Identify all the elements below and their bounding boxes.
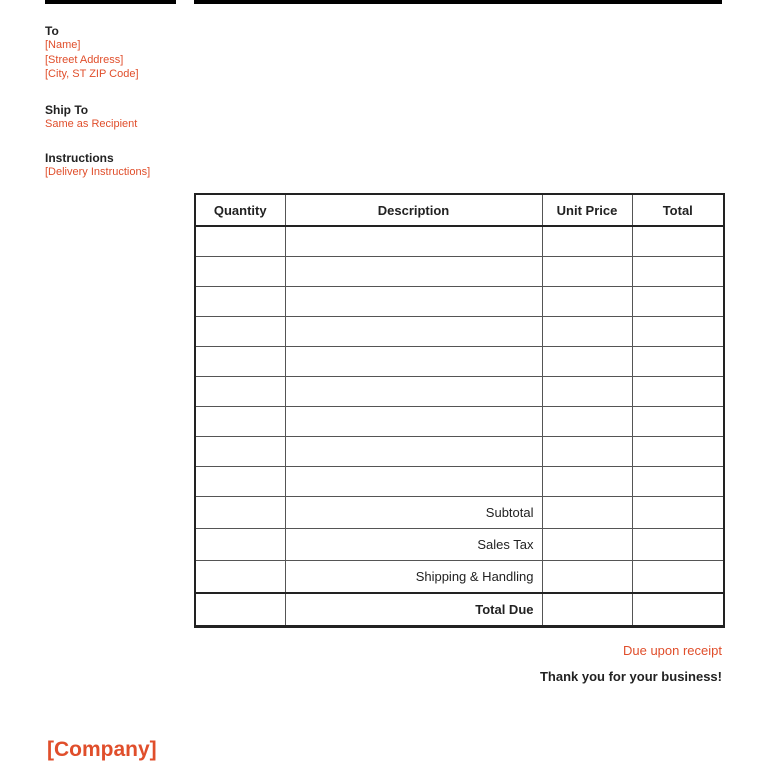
- header-total: Total: [632, 194, 724, 226]
- table-cell[interactable]: [285, 226, 542, 257]
- table-cell[interactable]: [285, 317, 542, 347]
- recipient-city[interactable]: [City, ST ZIP Code]: [45, 68, 139, 80]
- table-cell[interactable]: [195, 287, 285, 317]
- table-cell[interactable]: [542, 529, 632, 561]
- table-cell[interactable]: [195, 347, 285, 377]
- table-cell[interactable]: [195, 437, 285, 467]
- sales-tax-label: Sales Tax: [285, 529, 542, 561]
- header-unit-price: Unit Price: [542, 194, 632, 226]
- table-cell[interactable]: [542, 287, 632, 317]
- table-row: [195, 437, 724, 467]
- instructions-block: [45, 151, 150, 180]
- header-quantity: Quantity: [195, 194, 285, 226]
- table-cell[interactable]: [285, 347, 542, 377]
- instructions-heading: Instructions: [45, 151, 114, 165]
- ship-to-value[interactable]: Same as Recipient: [45, 118, 138, 130]
- subtotal-label: Subtotal: [285, 497, 542, 529]
- table-cell[interactable]: [195, 407, 285, 437]
- table-cell[interactable]: [542, 497, 632, 529]
- due-terms: Due upon receipt: [622, 643, 722, 658]
- table-cell[interactable]: [542, 226, 632, 257]
- instructions-value[interactable]: [Delivery Instructions]: [45, 166, 151, 178]
- table-cell[interactable]: [632, 437, 724, 467]
- table-cell[interactable]: [195, 317, 285, 347]
- item-rows: [195, 226, 724, 497]
- table-cell[interactable]: [632, 347, 724, 377]
- subtotal-row: [195, 497, 724, 529]
- table-cell[interactable]: [195, 467, 285, 497]
- table-header-row: [195, 194, 724, 226]
- table-cell[interactable]: [542, 257, 632, 287]
- shipping-row: [195, 561, 724, 594]
- top-bar-right: [194, 0, 722, 4]
- table-cell[interactable]: [542, 377, 632, 407]
- table-cell[interactable]: [285, 467, 542, 497]
- table-cell[interactable]: [632, 226, 724, 257]
- recipient-heading: To: [45, 24, 59, 38]
- table-cell[interactable]: [632, 317, 724, 347]
- ship-to-block: [45, 103, 137, 132]
- table-cell[interactable]: [542, 437, 632, 467]
- table-cell[interactable]: [195, 377, 285, 407]
- table-cell[interactable]: [542, 317, 632, 347]
- table-cell[interactable]: [542, 407, 632, 437]
- table-cell[interactable]: [285, 407, 542, 437]
- recipient-block: [45, 24, 139, 82]
- recipient-name[interactable]: [Name]: [45, 39, 81, 51]
- thank-you-note: Thank you for your business!: [539, 669, 722, 684]
- table-cell[interactable]: [632, 467, 724, 497]
- sales-tax-row: [195, 529, 724, 561]
- table-cell[interactable]: [632, 377, 724, 407]
- company-name[interactable]: [Company]: [47, 738, 157, 761]
- table-cell[interactable]: [542, 593, 632, 627]
- table-cell[interactable]: [542, 467, 632, 497]
- table-row: [195, 226, 724, 257]
- table-cell[interactable]: [632, 287, 724, 317]
- table-cell[interactable]: [285, 287, 542, 317]
- top-bar-left: [45, 0, 176, 4]
- table-cell[interactable]: [285, 377, 542, 407]
- table-cell[interactable]: [195, 226, 285, 257]
- ship-to-heading: Ship To: [45, 103, 89, 117]
- shipping-label: Shipping & Handling: [285, 561, 542, 594]
- total-due-label: Total Due: [285, 593, 542, 627]
- table-cell[interactable]: [285, 437, 542, 467]
- table-cell[interactable]: [632, 407, 724, 437]
- table-cell[interactable]: [632, 257, 724, 287]
- table-cell[interactable]: [285, 257, 542, 287]
- table-row: [195, 347, 724, 377]
- table-row: [195, 407, 724, 437]
- table-row: [195, 317, 724, 347]
- invoice-table: [194, 193, 725, 628]
- table-row: [195, 287, 724, 317]
- table-row: [195, 467, 724, 497]
- recipient-street[interactable]: [Street Address]: [45, 53, 124, 66]
- table-cell[interactable]: [542, 347, 632, 377]
- subtotal-value[interactable]: [632, 497, 724, 529]
- table-cell[interactable]: [195, 593, 285, 627]
- table-cell[interactable]: [542, 561, 632, 594]
- table-cell[interactable]: [195, 497, 285, 529]
- shipping-value[interactable]: [632, 561, 724, 594]
- total-due-row: [195, 593, 724, 627]
- total-due-value[interactable]: [632, 593, 724, 627]
- sales-tax-value[interactable]: [632, 529, 724, 561]
- table-row: [195, 377, 724, 407]
- header-description: Description: [285, 194, 542, 226]
- table-cell[interactable]: [195, 257, 285, 287]
- table-cell[interactable]: [195, 529, 285, 561]
- table-cell[interactable]: [195, 561, 285, 594]
- table-row: [195, 257, 724, 287]
